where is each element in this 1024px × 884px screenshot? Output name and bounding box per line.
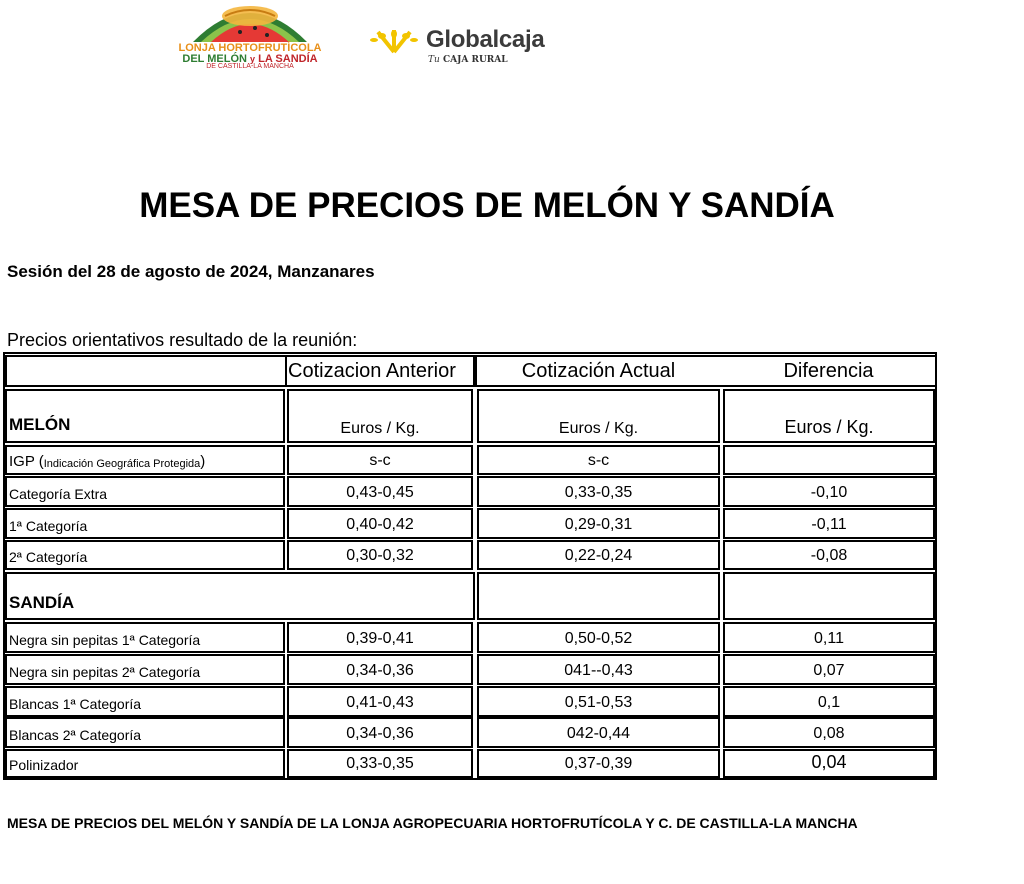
melon-row-actual: 0,33-0,35 [477, 476, 720, 507]
sandia-row-diferencia: 0,08 [723, 717, 935, 748]
sandia-row-actual: 042-0,44 [477, 717, 720, 748]
units-actual: Euros / Kg. [477, 389, 720, 443]
sandia-section-label: SANDÍA [5, 572, 475, 620]
sandia-row-diferencia: 0,11 [723, 622, 935, 653]
sandia-blank-diferencia [723, 572, 935, 620]
header-diferencia: Diferencia [783, 359, 874, 382]
melon-row-label: 1ª Categoría [5, 508, 285, 539]
globalcaja-tagline: Tu CAJA RURAL [428, 55, 508, 65]
sandia-row-label: Blancas 1ª Categoría [5, 686, 285, 717]
igp-diferencia [723, 445, 935, 475]
sandia-row-label: Negra sin pepitas 2ª Categoría [5, 654, 285, 685]
sandia-row-actual: 041--0,43 [477, 654, 720, 685]
sandia-row-label: Negra sin pepitas 1ª Categoría [5, 622, 285, 653]
sandia-row-actual: 0,50-0,52 [477, 622, 720, 653]
melon-row-actual: 0,22-0,24 [477, 540, 720, 570]
melon-row-anterior: 0,30-0,32 [287, 540, 473, 570]
intro-text: Precios orientativos resultado de la reunión: [7, 330, 358, 350]
melon-watermelon-icon [185, 2, 315, 44]
session-info: Sesión del 28 de agosto de 2024, Manzanares [7, 262, 375, 281]
sandia-row-anterior: 0,34-0,36 [287, 717, 473, 748]
lonja-line2: DEL MELÓN y LA SANDÍA [182, 53, 318, 65]
wheat-icon [368, 28, 420, 54]
igp-actual: s-c [477, 445, 720, 475]
sandia-blank-actual [477, 572, 720, 620]
lonja-logo [150, 2, 350, 68]
melon-section-label: MELÓN [5, 389, 285, 443]
sandia-row-diferencia: 0,07 [723, 654, 935, 685]
melon-row-diferencia: -0,10 [723, 476, 935, 507]
sandia-row-label: Blancas 2ª Categoría [5, 717, 285, 748]
melon-row-actual: 0,29-0,31 [477, 508, 720, 539]
sandia-row-anterior: 0,34-0,36 [287, 654, 473, 685]
melon-row-anterior: 0,43-0,45 [287, 476, 473, 507]
units-anterior: Euros / Kg. [287, 389, 473, 443]
lonja-line1: LONJA HORTOFRUTÍCOLA [178, 42, 322, 54]
sandia-row-anterior: 0,33-0,35 [287, 749, 473, 778]
header-actual: Cotización Actual [521, 359, 676, 382]
igp-anterior: s-c [287, 445, 473, 475]
sandia-row-anterior: 0,39-0,41 [287, 622, 473, 653]
units-diferencia: Euros / Kg. [723, 389, 935, 443]
globalcaja-logo [368, 26, 598, 68]
melon-row-label: 2ª Categoría [5, 540, 285, 570]
lonja-line3: DE CASTILLA-LA MANCHA [206, 63, 294, 70]
header-anterior: Cotizacion Anterior [285, 355, 475, 387]
sandia-row-diferencia: 0,04 [723, 749, 935, 778]
sandia-row-anterior: 0,41-0,43 [287, 686, 473, 717]
sandia-row-actual: 0,37-0,39 [477, 749, 720, 778]
melon-row-diferencia: -0,08 [723, 540, 935, 570]
melon-row-diferencia: -0,11 [723, 508, 935, 539]
page-title: MESA DE PRECIOS DE MELÓN Y SANDÍA [139, 186, 835, 225]
globalcaja-name: Globalcaja [426, 26, 545, 53]
sandia-row-actual: 0,51-0,53 [477, 686, 720, 717]
igp-label: IGP ( Indicación Geográfica Protegida ) [5, 445, 285, 475]
footer-text: MESA DE PRECIOS DEL MELÓN Y SANDÍA DE LA LONJA AGROPECUARIA HORTOFRUTÍCOLA Y C. DE CASTILLA-LA MANCHA [7, 815, 858, 831]
melon-row-anterior: 0,40-0,42 [287, 508, 473, 539]
sandia-row-diferencia: 0,1 [723, 686, 935, 717]
sandia-row-label: Polinizador [5, 749, 285, 778]
melon-row-label: Categoría Extra [5, 476, 285, 507]
